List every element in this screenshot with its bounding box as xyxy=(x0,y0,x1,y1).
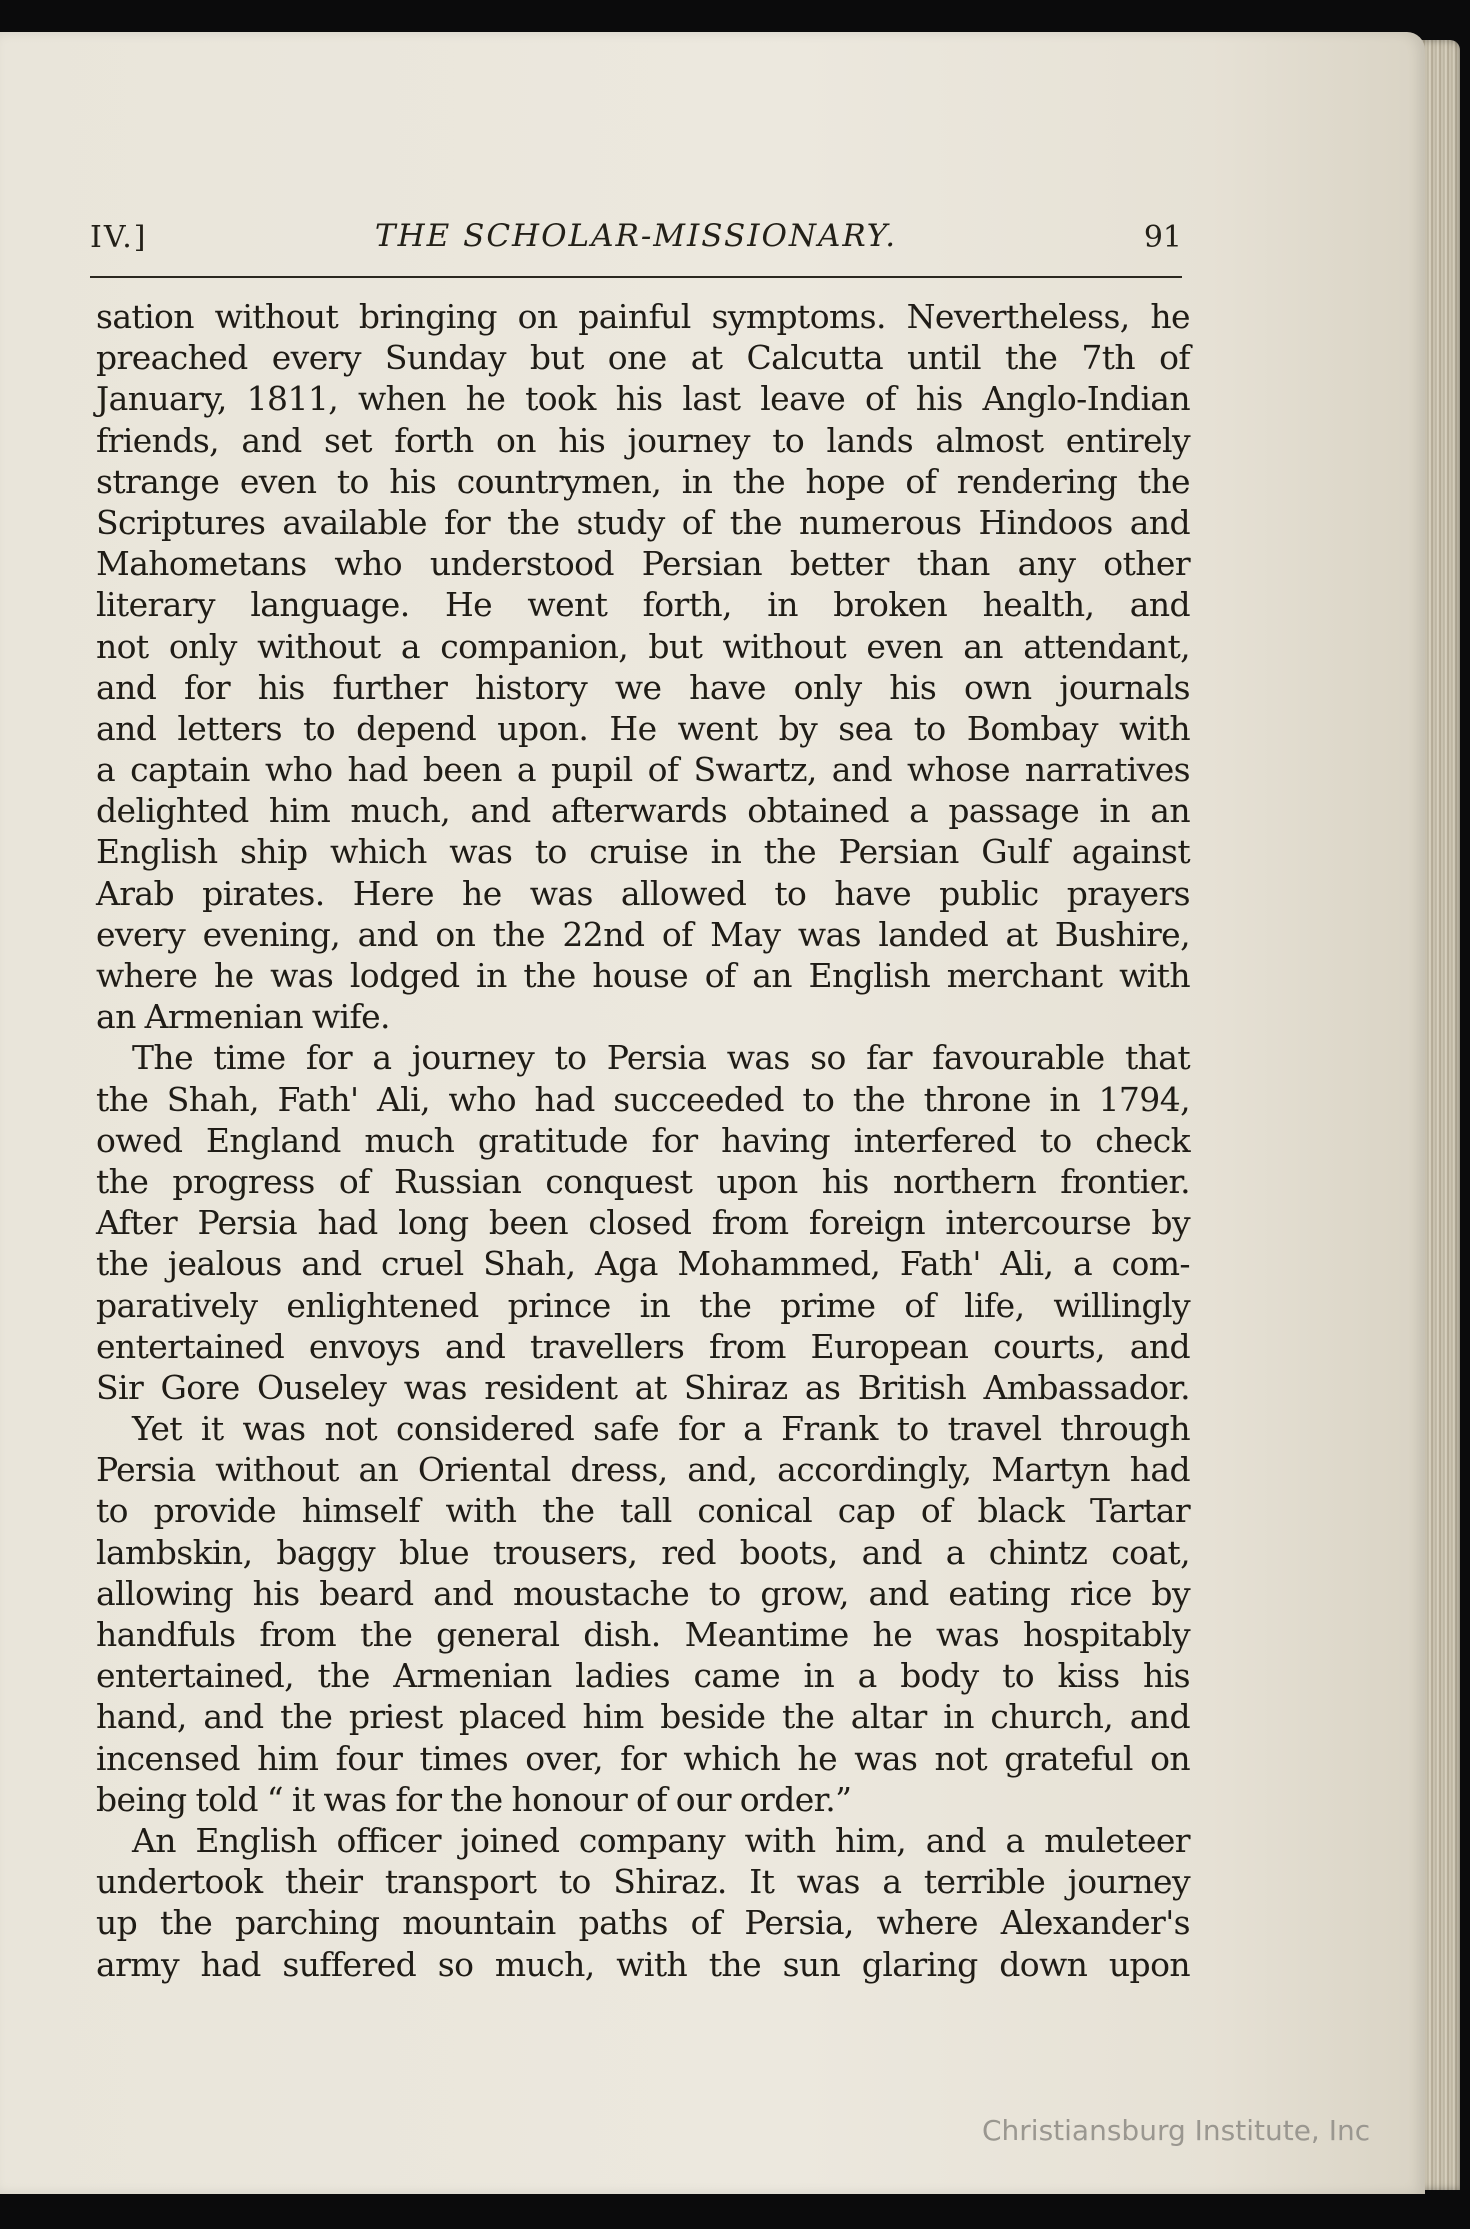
text-line: a captain who had been a pupil of Swartz, and whose narratives xyxy=(96,750,1190,790)
text-line: English ship which was to cruise in the Persian Gulf against xyxy=(96,832,1190,872)
running-header xyxy=(90,210,1182,270)
text-line: Arab pirates. Here he was allowed to have public prayers xyxy=(96,873,1190,913)
text-line: literary language. He went forth, in broken health, and xyxy=(96,585,1190,625)
text-line: owed England much gratitude for having interfered to check xyxy=(96,1120,1190,1160)
text-line: Mahometans who understood Persian better than any other xyxy=(96,544,1190,584)
body-text xyxy=(96,296,1190,1985)
text-line: to provide himself with the tall conical cap of black Tartar xyxy=(96,1491,1190,1531)
text-line: incensed him four times over, for which he was not grateful on xyxy=(96,1738,1190,1778)
text-line: paratively enlightened prince in the prime of life, willingly xyxy=(96,1285,1190,1325)
text-line: where he was lodged in the house of an English merchant with xyxy=(96,956,1190,995)
text-line: entertained envoys and travellers from European courts, and xyxy=(96,1326,1190,1366)
chapter-marker: IV.] xyxy=(90,220,148,255)
text-line: the progress of Russian conquest upon his northern frontier. xyxy=(96,1161,1190,1201)
text-line: Scriptures available for the study of the numerous Hindoos and xyxy=(96,502,1190,542)
header-rule xyxy=(90,276,1182,278)
text-line: the jealous and cruel Shah, Aga Mohammed, Fath' Ali, a com- xyxy=(96,1244,1190,1284)
text-line: The time for a journey to Persia was so far favourable that xyxy=(132,1038,1190,1078)
text-line: and for his further history we have only his own journals xyxy=(96,667,1190,707)
text-line: handfuls from the general dish. Meantime he was hospitably xyxy=(96,1615,1190,1654)
text-line: strange even to his countrymen, in the hope of rendering the xyxy=(96,461,1190,501)
page-number: 91 xyxy=(1143,220,1182,255)
text-line: not only without a companion, but without even an attendant, xyxy=(96,626,1190,666)
text-line: the Shah, Fath' Ali, who had succeeded to the throne in 1794, xyxy=(96,1079,1190,1119)
text-line: sation without bringing on painful symptoms. Nevertheless, he xyxy=(96,297,1190,336)
text-line: entertained, the Armenian ladies came in a body to kiss his xyxy=(96,1656,1190,1696)
text-line: An English officer joined company with him, and a muleteer xyxy=(132,1820,1190,1860)
text-line: preached every Sunday but one at Calcutta until the 7th of xyxy=(96,338,1190,378)
text-line: being told “ it was for the honour of our order.” xyxy=(96,1779,852,1819)
text-line: Sir Gore Ouseley was resident at Shiraz as British Ambassador. xyxy=(96,1367,1190,1407)
text-line: January, 1811, when he took his last leave of his Anglo-Indian xyxy=(96,379,1190,419)
text-line: hand, and the priest placed him beside the altar in church, and xyxy=(96,1697,1190,1737)
text-line: an Armenian wife. xyxy=(96,997,390,1037)
text-line: army had suffered so much, with the sun glaring down upon xyxy=(96,1944,1190,1984)
text-line: allowing his beard and moustache to grow, and eating rice by xyxy=(96,1573,1190,1613)
text-line: up the parching mountain paths of Persia, where Alexander's xyxy=(96,1903,1190,1943)
text-line: undertook their transport to Shiraz. It was a terrible journey xyxy=(96,1862,1190,1902)
text-line: and letters to depend upon. He went by sea to Bombay with xyxy=(96,708,1190,748)
watermark: Christiansburg Institute, Inc xyxy=(982,2114,1371,2147)
text-line: lambskin, baggy blue trousers, red boots, and a chintz coat, xyxy=(96,1532,1190,1572)
text-line: friends, and set forth on his journey to lands almost entirely xyxy=(96,420,1190,460)
text-line: delighted him much, and afterwards obtained a passage in an xyxy=(96,791,1190,831)
text-line: every evening, and on the 22nd of May was landed at Bushire, xyxy=(96,914,1190,954)
running-title: THE SCHOLAR-MISSIONARY. xyxy=(374,218,898,254)
text-line: After Persia had long been closed from foreign intercourse by xyxy=(96,1203,1190,1243)
text-line: Yet it was not considered safe for a Frank to travel through xyxy=(132,1409,1190,1449)
text-line: Persia without an Oriental dress, and, accordingly, Martyn had xyxy=(96,1450,1190,1490)
